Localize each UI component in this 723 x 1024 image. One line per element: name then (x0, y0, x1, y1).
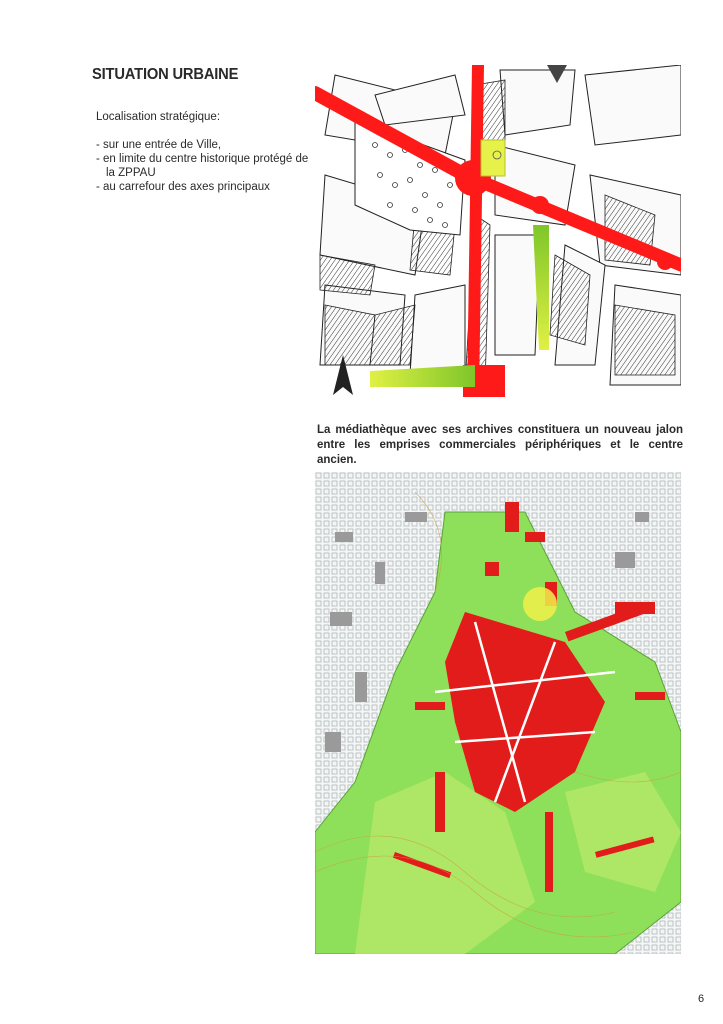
bullet-item: - en limite du centre historique protégé de la ZPPAU (96, 152, 311, 180)
intro-label: Localisation stratégique: (96, 111, 221, 123)
street-plan-map (315, 65, 681, 397)
caption-text: La médiathèque avec ses archives constituera un nouveau jalon entre les emprises commerciales périphériques et le centre ancien. (317, 424, 683, 466)
street-plan-svg (315, 65, 681, 397)
heritage-zone-map (315, 472, 681, 954)
bullet-list (96, 138, 311, 194)
page-number: 6 (698, 993, 705, 1005)
bullet-item: - sur une entrée de Ville, (96, 138, 311, 152)
page-title: SITUATION URBAINE (92, 66, 239, 83)
heritage-zone-svg (315, 472, 681, 954)
bullet-item: - au carrefour des axes principaux (96, 180, 311, 194)
intro-block (96, 110, 311, 194)
